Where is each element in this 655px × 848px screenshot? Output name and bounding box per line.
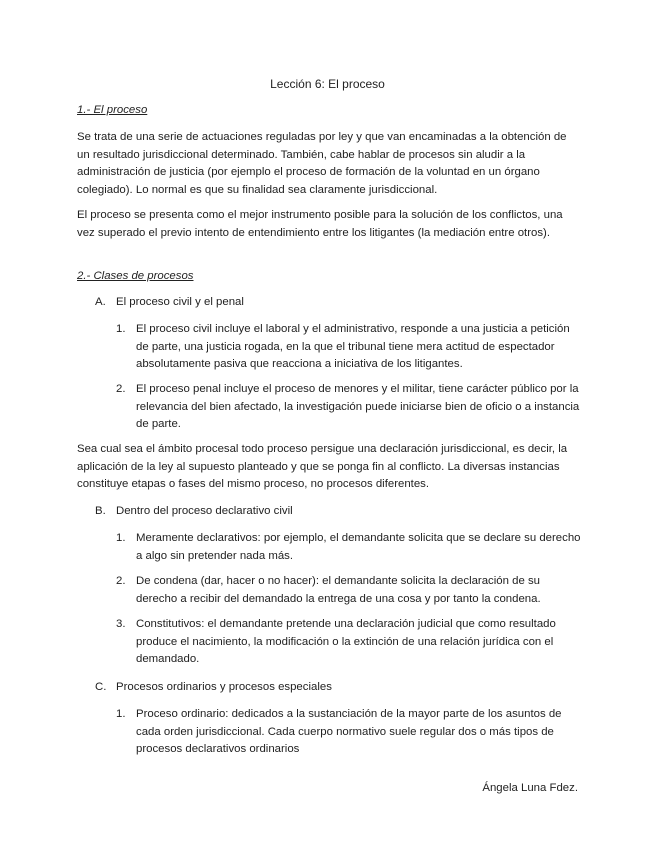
list-marker: 2.	[116, 575, 126, 587]
list-item-label: Dentro del proceso declarativo civil	[116, 505, 293, 517]
section-1-paragraph-2: El proceso se presenta como el mejor instrumento posible para la solución de los conflictos, una vez superado el previo intento de entendimiento entre los litigantes (la mediación entre otros).	[77, 209, 563, 239]
section-1-paragraph-1: Se trata de una serie de actuaciones reguladas por ley y que van encaminadas a la obtención de un resultado jurisdiccional determinado. También, cabe hablar de procesos sin aludir a la administración de justicia (por ejemplo el proceso de formación de la voluntad en un órgano colegiado). Lo normal es que su finalidad sea claramente jurisdiccional.	[77, 131, 567, 196]
list-marker: A.	[95, 296, 106, 308]
list-item-a	[95, 294, 575, 312]
list-item-b-3	[116, 616, 582, 669]
section-1-heading: 1.- El proceso	[77, 104, 148, 116]
section-2-paragraph: Sea cual sea el ámbito procesal todo proceso persigue una declaración jurisdiccional, es decir, la aplicación de la ley al supuesto planteado y que se ponga fin al conflicto. La diversas instancias constituye etapas o fases del mismo proceso, no procesos diferentes.	[77, 443, 568, 490]
list-marker: 1.	[116, 708, 126, 720]
section-2-heading: 2.- Clases de procesos	[77, 270, 194, 282]
list-item-text: Constitutivos: el demandante pretende una declaración judicial que como resultado produce el nacimiento, la modificación o la extinción de una relación jurídica con el demandado.	[136, 618, 556, 665]
list-item-c	[95, 679, 575, 697]
list-item-text: Proceso ordinario: dedicados a la sustanciación de la mayor parte de los asuntos de cada orden jurisdiccional. Cada cuerpo normativo suele regular dos o más tipos de procesos declarativos ordinarios	[136, 708, 562, 755]
page-title: Lección 6: El proceso	[270, 77, 385, 91]
list-marker: B.	[95, 505, 106, 517]
list-item-label: El proceso civil y el penal	[116, 296, 244, 308]
list-marker: 2.	[116, 383, 126, 395]
list-item-text: El proceso penal incluye el proceso de menores y el militar, tiene carácter público por la relevancia del bien afectado, la investigación puede iniciarse bien de oficio o a instancia de parte.	[136, 383, 580, 430]
list-marker: 1.	[116, 323, 126, 335]
list-item-c-1	[116, 706, 582, 759]
list-marker: 3.	[116, 618, 126, 630]
list-item-text: El proceso civil incluye el laboral y el administrativo, responde a una justicia a petición de parte, una justicia rogada, en la que el tribunal tiene mera actitud de espectador absolutamente pasiva que reacciona a iniciativa de los litigantes.	[136, 323, 570, 370]
list-item-text: Meramente declarativos: por ejemplo, el demandante solicita que se declare su derecho a algo sin pretender nada más.	[136, 532, 581, 562]
list-item-b-2	[116, 573, 582, 608]
list-item-text: De condena (dar, hacer o no hacer): el demandante solicita la declaración de su derecho a recibir del demandado la entrega de una cosa y por tanto la condena.	[136, 575, 541, 605]
list-item-b-1	[116, 530, 582, 565]
list-marker: C.	[95, 681, 107, 693]
list-item-a-2	[116, 381, 582, 434]
list-marker: 1.	[116, 532, 126, 544]
list-item-b	[95, 503, 575, 521]
list-item-label: Procesos ordinarios y procesos especiales	[116, 681, 332, 693]
list-item-a-1	[116, 321, 582, 374]
footer-author: Ángela Luna Fdez.	[482, 782, 578, 794]
